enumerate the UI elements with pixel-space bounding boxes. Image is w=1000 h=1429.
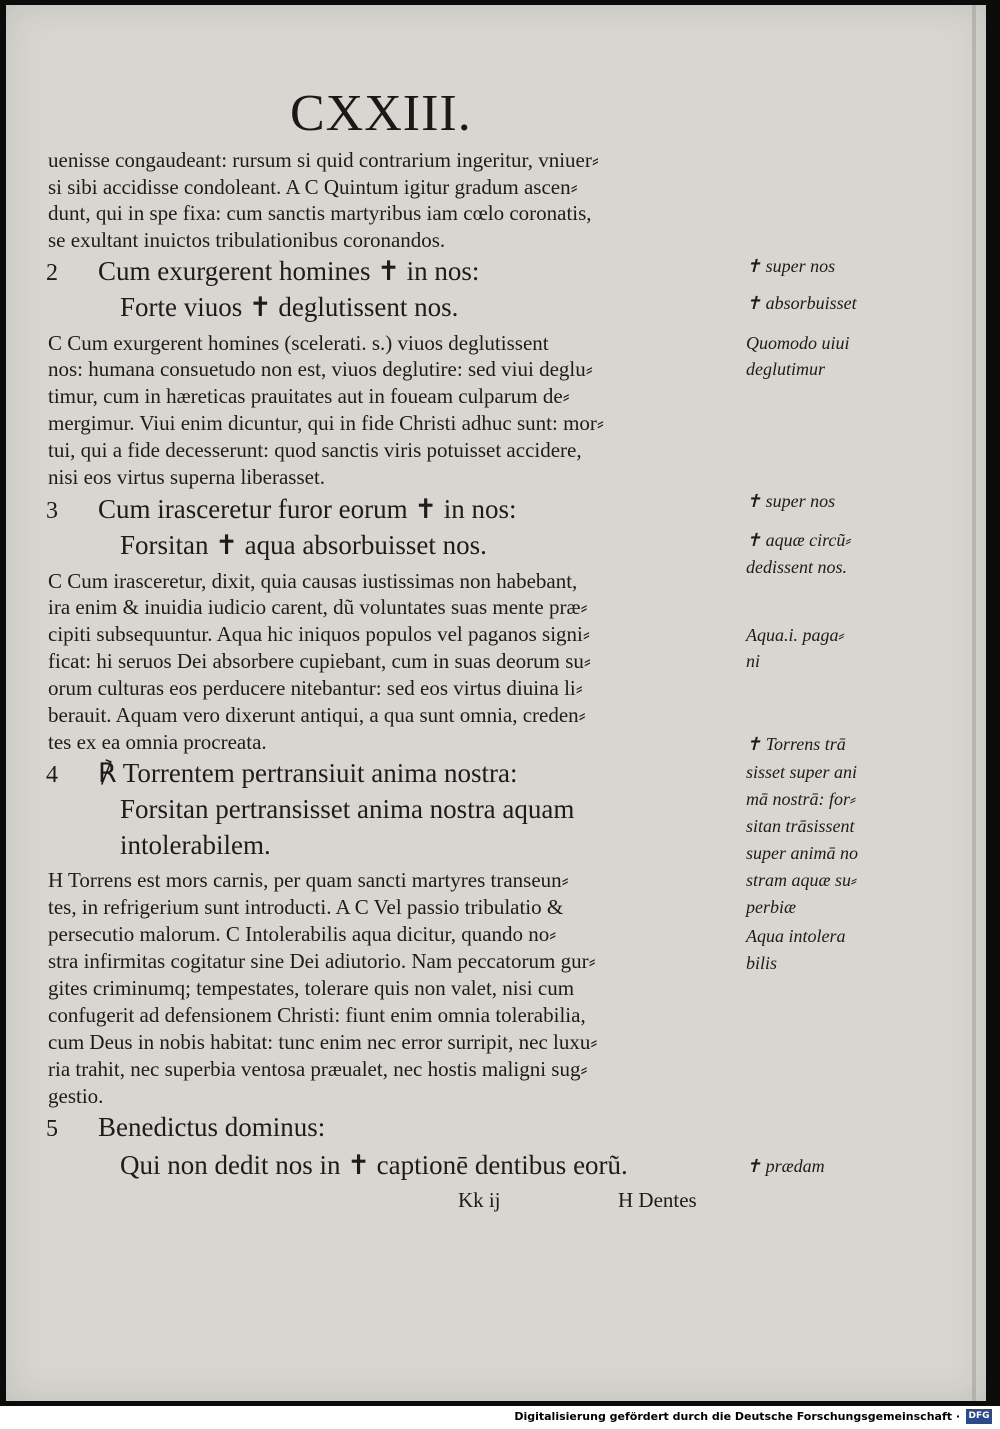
text-line: berauit. Aquam vero dixerunt antiqui, a qua sunt omnia, creden⸗ xyxy=(48,703,586,727)
text-line: confugerit ad defensionem Christi: fiunt enim omnia tolerabilia, xyxy=(48,1003,586,1027)
verse-number: 3 xyxy=(46,498,58,524)
text-line: si sibi accidisse condoleant. A C Quintum igitur gradum ascen⸗ xyxy=(48,175,578,199)
verse-number: 2 xyxy=(46,260,58,286)
margin-note: ✝ aquæ circũ⸗ xyxy=(746,530,852,550)
margin-note: dedissent nos. xyxy=(746,557,847,577)
margin-note: perbiæ xyxy=(746,897,797,917)
text-line: tes ex ea omnia procreata. xyxy=(48,730,267,754)
verse-line: Forte viuos ✝ deglutissent nos. xyxy=(120,292,459,322)
verse-line: Qui non dedit nos in ✝ captionē dentibus eorũ. xyxy=(120,1150,628,1180)
verse-line: Benedictus dominus: xyxy=(98,1112,326,1142)
verse-line: Cum exurgerent homines ✝ in nos: xyxy=(98,256,480,286)
footer-bar xyxy=(0,1406,1000,1429)
text-line: cum Deus in nobis habitat: tunc enim nec error surripit, nec luxu⸗ xyxy=(48,1030,598,1054)
verse-number: 4 xyxy=(46,762,58,788)
margin-note: ✝ absorbuisset xyxy=(746,293,857,313)
verse-line: Forsitan pertransisset anima nostra aquam xyxy=(120,794,575,824)
margin-note: bilis xyxy=(746,953,778,973)
text-line: orum culturas eos perducere nitebantur: sed eos virtus diuina li⸗ xyxy=(48,676,583,700)
margin-note: sisset super ani xyxy=(746,762,858,782)
text-line: nos: humana consuetudo non est, viuos deglutire: sed viui deglu⸗ xyxy=(48,357,593,381)
text-line: ria trahit, nec superbia ventosa præualet, nec hostis maligni sug⸗ xyxy=(48,1057,588,1081)
margin-note: mā nostrā: for⸗ xyxy=(746,789,857,809)
text-line: ficat: hi seruos Dei absorbere cupiebant, cum in suas deorum su⸗ xyxy=(48,649,591,673)
funding-credit: Digitalisierung gefördert durch die Deutsche Forschungsgemeinschaft · xyxy=(514,1410,960,1423)
margin-note: ✝ Torrens trā xyxy=(746,734,846,754)
verse-line: Cum irasceretur furor eorum ✝ in nos: xyxy=(98,494,517,524)
text-line: H Torrens est mors carnis, per quam sancti martyres transeun⸗ xyxy=(48,868,569,892)
text-line: mergimur. Viui enim dicuntur, qui in fide Christi adhuc sunt: mor⸗ xyxy=(48,411,604,435)
margin-note: Aqua intolera xyxy=(746,926,846,946)
verse-line: intolerabilem. xyxy=(120,830,271,860)
text-line: C Cum exurgerent homines (scelerati. s.) viuos deglutissent xyxy=(48,331,549,355)
text-line: nisi eos virtus superna liberasset. xyxy=(48,465,326,489)
margin-note: stram aquæ su⸗ xyxy=(746,870,858,890)
text-line: C Cum irasceretur, dixit, quia causas iustissimas non habebant, xyxy=(48,569,578,593)
verse-line: Forsitan ✝ aqua absorbuisset nos. xyxy=(120,530,487,560)
text-line: gites criminumq; tempestates, tolerare quis non valet, nisi cum xyxy=(48,976,575,1000)
text-line: se exultant inuictos tribulationibus coronandos. xyxy=(48,228,446,252)
text-line: tes, in refrigerium sunt introducti. A C Vel passio tribulatio & xyxy=(48,895,564,919)
margin-note: ni xyxy=(746,651,761,671)
text-line: ira enim & inuidia iudicio carent, dũ voluntates suas mente præ⸗ xyxy=(48,595,588,619)
margin-note: super animā no xyxy=(746,843,858,863)
text-line: dunt, qui in spe fixa: cum sanctis martyribus iam cœlo coronatis, xyxy=(48,201,592,225)
page-edge xyxy=(972,5,976,1401)
margin-note: ✝ super nos xyxy=(746,256,836,276)
margin-note: ✝ prædam xyxy=(746,1156,825,1176)
text-line: persecutio malorum. C Intolerabilis aqua dicitur, quando no⸗ xyxy=(48,922,557,946)
text-line: gestio. xyxy=(48,1084,104,1108)
dfg-logo[interactable]: DFG xyxy=(966,1409,992,1424)
margin-note: Quomodo uiui xyxy=(746,333,850,353)
page-header-folio: CXXIII. xyxy=(290,85,472,142)
margin-note: ✝ super nos xyxy=(746,491,836,511)
text-line: tui, qui a fide decesserunt: quod sanctis viris potuisset accidere, xyxy=(48,438,582,462)
verse-number: 5 xyxy=(46,1116,58,1142)
text-line: cipiti subsequuntur. Aqua hic iniquos populos vel paganos signi⸗ xyxy=(48,622,590,646)
margin-note: sitan trāsissent xyxy=(746,816,855,836)
verse-line: ℟ Torrentem pertransiuit anima nostra: xyxy=(98,758,518,788)
margin-note: deglutimur xyxy=(746,359,825,379)
text-line: stra infirmitas cogitatur sine Dei adiutorio. Nam peccatorum gur⸗ xyxy=(48,949,596,973)
catchword: H Dentes xyxy=(618,1188,697,1212)
text-line: uenisse congaudeant: rursum si quid contrarium ingeritur, vniuer⸗ xyxy=(48,148,599,172)
margin-note: Aqua.i. paga⸗ xyxy=(746,625,845,645)
signature-mark: Kk ĳ xyxy=(458,1188,501,1212)
text-line: timur, cum in hæreticas prauitates aut in foueam culparum de⸗ xyxy=(48,384,570,408)
